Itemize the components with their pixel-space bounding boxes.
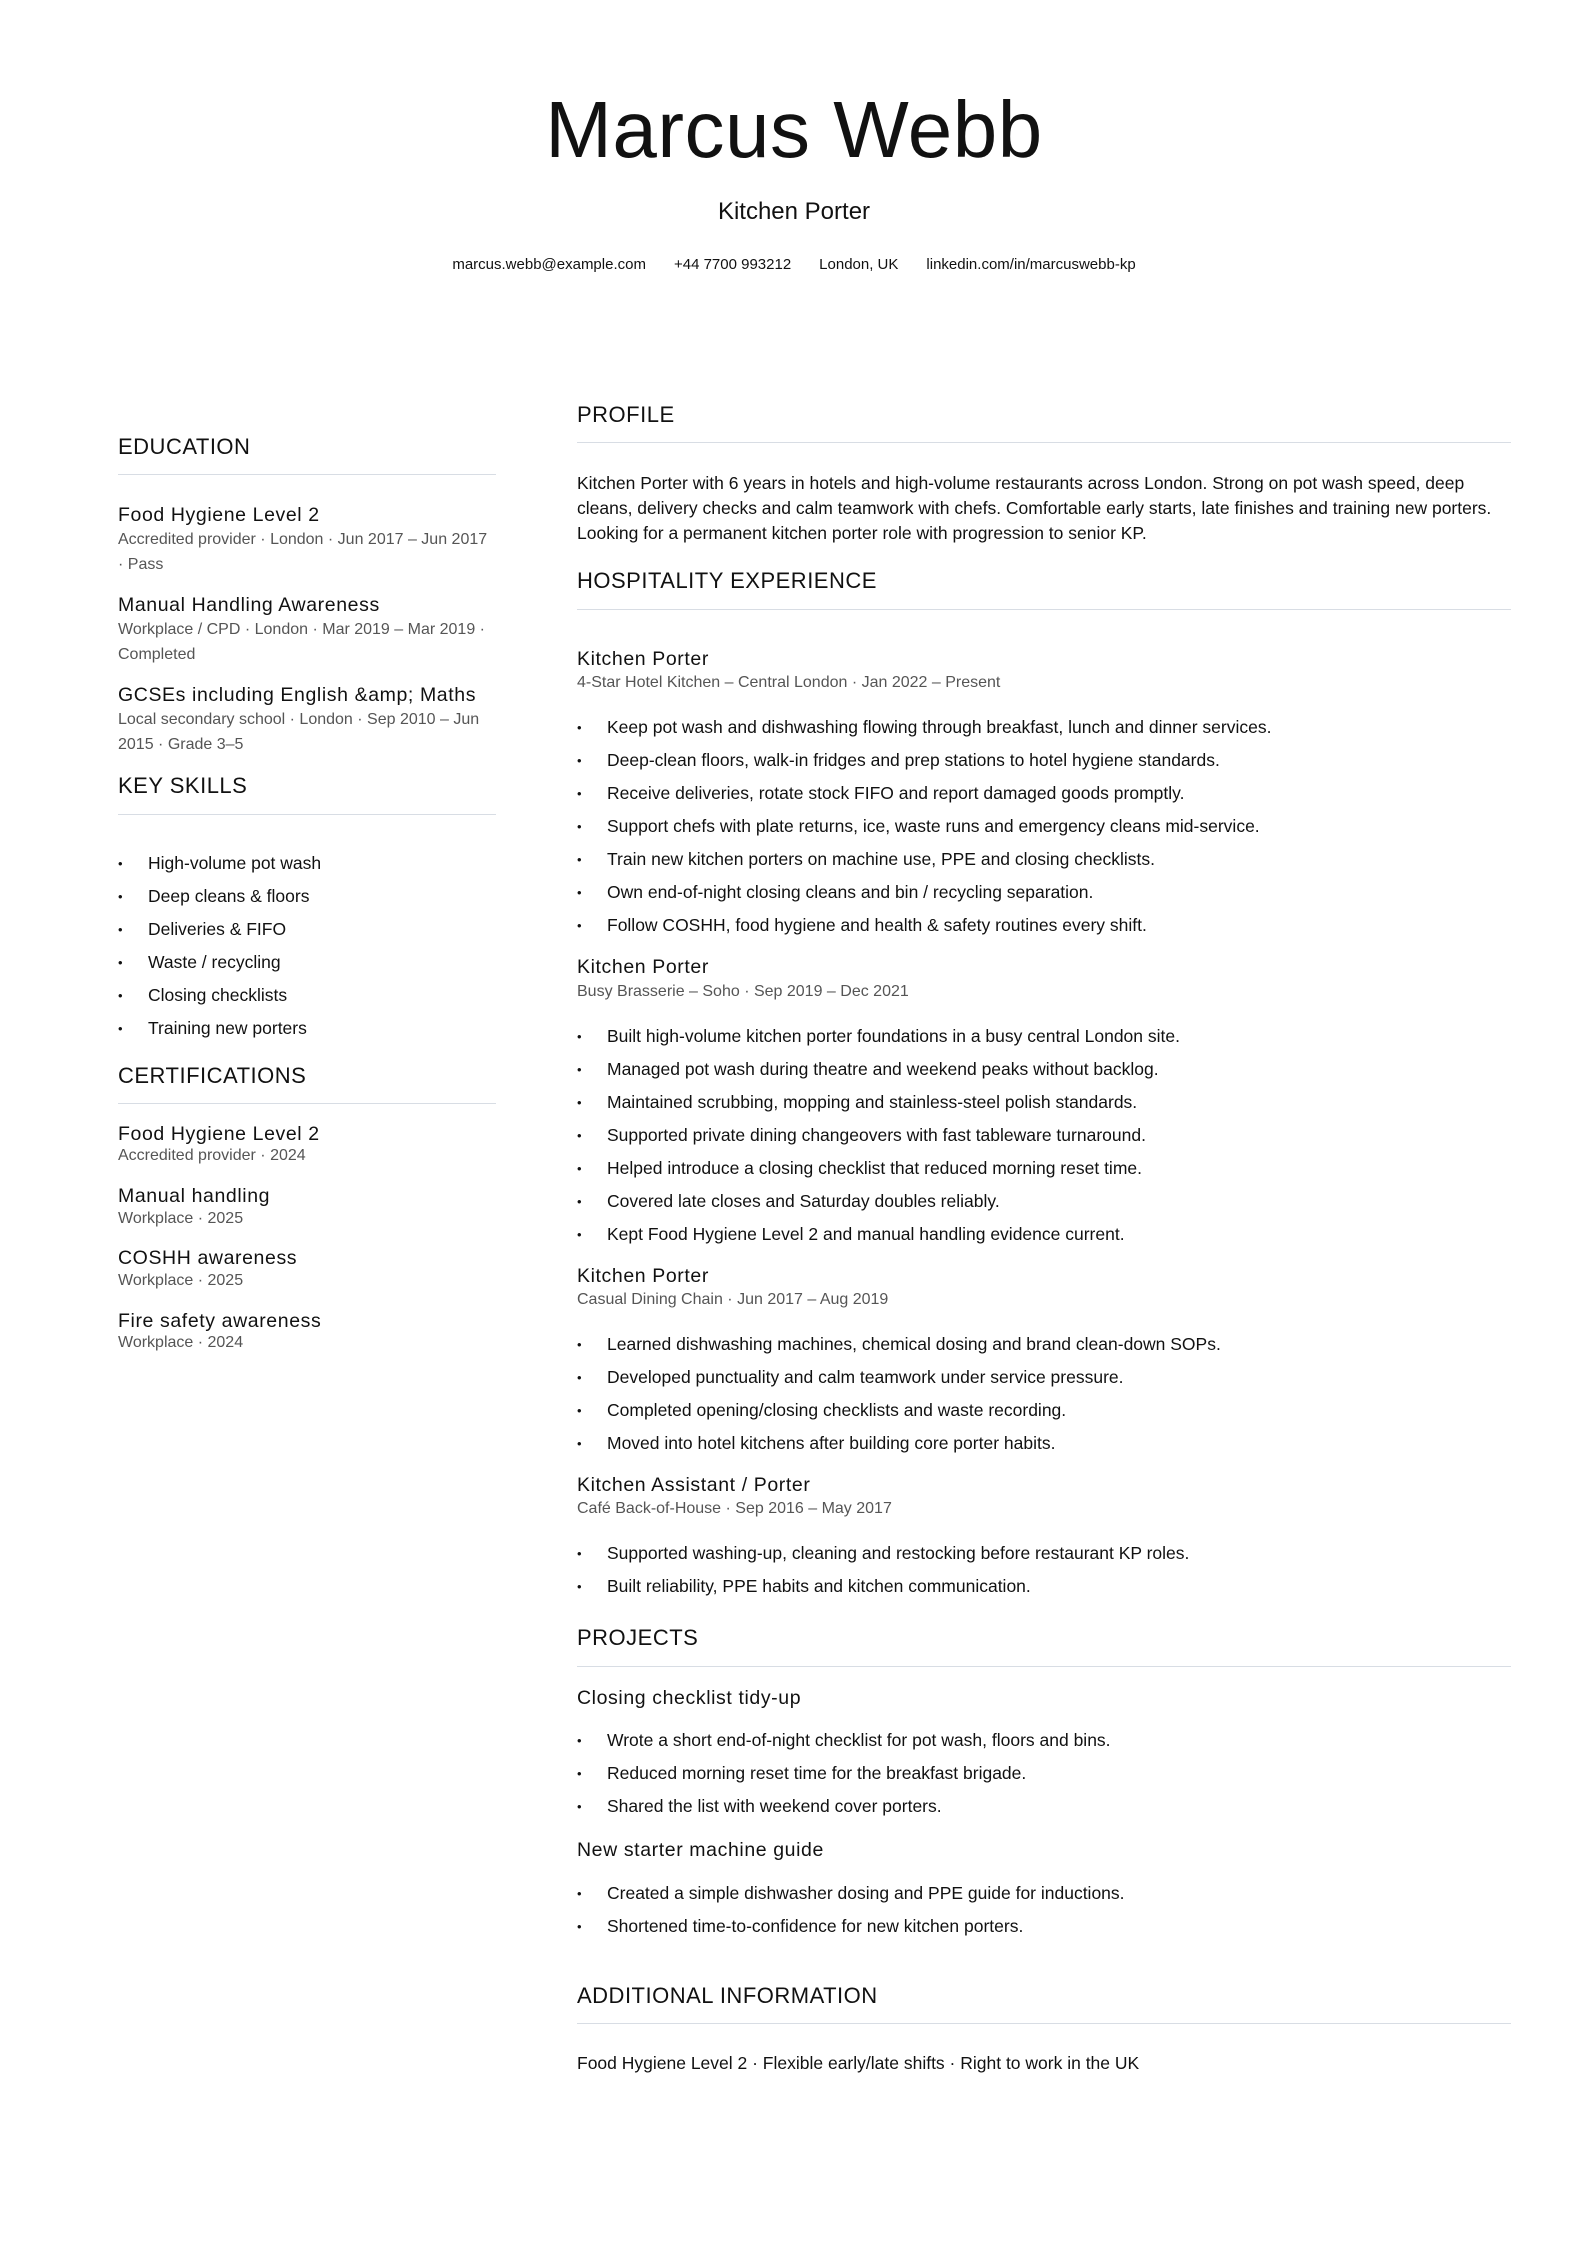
job-bullet: • Receive deliveries, rotate stock FIFO and report damaged goods promptly.	[577, 777, 1511, 810]
job-bullet: • Developed punctuality and calm teamwork under service pressure.	[577, 1361, 1511, 1394]
job-bullet: • Covered late closes and Saturday doubles reliably.	[577, 1185, 1511, 1218]
skill-item: • Training new porters	[118, 1012, 496, 1045]
certification-item	[118, 1184, 496, 1229]
job-meta: 4-Star Hotel Kitchen – Central London · Jan 2022 – Present	[577, 674, 1001, 692]
certification-meta: Accredited provider · 2024	[118, 1147, 306, 1165]
additional-section	[577, 1983, 1511, 2075]
additional-info-text: Food Hygiene Level 2 · Flexible early/late shifts · Right to work in the UK	[577, 2052, 1140, 2073]
certifications-section	[118, 1063, 496, 1354]
job-bullet: • Managed pot wash during theatre and weekend peaks without backlog.	[577, 1053, 1511, 1086]
section-title-education: EDUCATION	[118, 434, 496, 475]
job-entry	[577, 1265, 1511, 1460]
job-bullet: • Built high-volume kitchen porter foundations in a busy central London site.	[577, 1020, 1511, 1053]
certification-item	[118, 1309, 496, 1354]
certification-item	[118, 1246, 496, 1291]
profile-summary: Kitchen Porter with 6 years in hotels and high-volume restaurants across London. Strong on pot wash speed, deep cleans, delivery checks and calm teamwork with chefs. Comfortable early starts, late finishes and training new porters. Looking for a permanent kitchen porter role with progression to senior KP.	[577, 473, 1492, 544]
right-column	[577, 402, 1511, 2075]
project-entry	[577, 1687, 1511, 1823]
skill-item: • High-volume pot wash	[118, 847, 496, 880]
certification-item	[118, 1122, 496, 1167]
section-title-profile: PROFILE	[577, 402, 1511, 443]
project-bullet: • Shared the list with weekend cover porters.	[577, 1790, 1511, 1823]
certification-meta: Workplace · 2024	[118, 1333, 244, 1351]
left-column	[118, 434, 496, 1371]
section-title-skills: KEY SKILLS	[118, 773, 496, 814]
education-item	[118, 503, 496, 577]
job-bullet: • Own end-of-night closing cleans and bin / recycling separation.	[577, 876, 1511, 909]
section-title-experience: HOSPITALITY EXPERIENCE	[577, 568, 1511, 609]
project-bullet: • Wrote a short end-of-night checklist for pot wash, floors and bins.	[577, 1724, 1511, 1757]
certification-title: Food Hygiene Level 2	[118, 1123, 320, 1146]
contact-email: marcus.webb@example.com	[452, 256, 646, 273]
profile-section	[577, 402, 1511, 546]
job-bullet: • Deep-clean floors, walk-in fridges and prep stations to hotel hygiene standards.	[577, 744, 1511, 777]
job-title: Kitchen Porter	[577, 647, 709, 670]
job-bullet: • Support chefs with plate returns, ice, waste runs and emergency cleans mid-service.	[577, 810, 1511, 843]
certification-title: Manual handling	[118, 1185, 271, 1208]
job-entry	[577, 648, 1511, 942]
job-bullet: • Completed opening/closing checklists and waste recording.	[577, 1394, 1511, 1427]
job-bullet: • Learned dishwashing machines, chemical dosing and brand clean-down SOPs.	[577, 1328, 1511, 1361]
job-bullet: • Maintained scrubbing, mopping and stainless-steel polish standards.	[577, 1086, 1511, 1119]
job-meta: Casual Dining Chain · Jun 2017 – Aug 2019	[577, 1290, 889, 1308]
project-title: Closing checklist tidy-up	[577, 1686, 802, 1709]
project-bullet: • Reduced morning reset time for the breakfast brigade.	[577, 1757, 1511, 1790]
skill-item: • Waste / recycling	[118, 946, 496, 979]
job-bullet: • Supported private dining changeovers with fast tableware turnaround.	[577, 1119, 1511, 1152]
contact-line	[0, 256, 1588, 273]
job-title: Kitchen Porter	[577, 956, 709, 979]
section-title-certifications: CERTIFICATIONS	[118, 1063, 496, 1104]
certification-title: Fire safety awareness	[118, 1309, 322, 1332]
job-bullet: • Follow COSHH, food hygiene and health & safety routines every shift.	[577, 909, 1511, 942]
education-section	[118, 434, 496, 757]
job-meta: Busy Brasserie – Soho · Sep 2019 – Dec 2021	[577, 982, 909, 1000]
contact-location: London, UK	[819, 256, 899, 273]
job-bullet: • Train new kitchen porters on machine use, PPE and closing checklists.	[577, 843, 1511, 876]
skill-item: • Closing checklists	[118, 979, 496, 1012]
education-meta: Workplace / CPD · London · Mar 2019 – Mar 2019 · Completed	[118, 620, 485, 663]
job-title: Kitchen Assistant / Porter	[577, 1473, 811, 1496]
candidate-role: Kitchen Porter	[717, 198, 871, 225]
project-title: New starter machine guide	[577, 1839, 824, 1862]
job-bullet: • Built reliability, PPE habits and kitchen communication.	[577, 1570, 1511, 1603]
contact-linkedin: linkedin.com/in/marcuswebb-kp	[926, 256, 1136, 273]
education-title: Food Hygiene Level 2	[118, 504, 320, 527]
skills-section	[118, 773, 496, 1044]
project-bullet: • Shortened time-to-confidence for new kitchen porters.	[577, 1910, 1511, 1943]
contact-phone: +44 7700 993212	[673, 256, 792, 273]
education-meta: Accredited provider · London · Jun 2017 – Jun 2017 · Pass	[118, 530, 488, 573]
certification-meta: Workplace · 2025	[118, 1271, 244, 1289]
education-title: Manual Handling Awareness	[118, 594, 380, 617]
job-bullet: • Kept Food Hygiene Level 2 and manual handling evidence current.	[577, 1218, 1511, 1251]
job-entry	[577, 1474, 1511, 1603]
section-title-additional: ADDITIONAL INFORMATION	[577, 1983, 1511, 2024]
job-bullet: • Helped introduce a closing checklist that reduced morning reset time.	[577, 1152, 1511, 1185]
education-title: GCSEs including English &amp; Maths	[118, 684, 477, 707]
job-meta: Café Back-of-House · Sep 2016 – May 2017	[577, 1500, 892, 1518]
project-entry	[577, 1839, 1511, 1942]
experience-section	[577, 568, 1511, 1603]
project-bullet: • Created a simple dishwasher dosing and PPE guide for inductions.	[577, 1877, 1511, 1910]
skill-item: • Deep cleans & floors	[118, 880, 496, 913]
education-meta: Local secondary school · London · Sep 2010 – Jun 2015 · Grade 3–5	[118, 710, 480, 753]
skill-item: • Deliveries & FIFO	[118, 913, 496, 946]
job-bullet: • Supported washing-up, cleaning and restocking before restaurant KP roles.	[577, 1537, 1511, 1570]
job-bullet: • Keep pot wash and dishwashing flowing through breakfast, lunch and dinner services.	[577, 711, 1511, 744]
job-bullet: • Moved into hotel kitchens after building core porter habits.	[577, 1427, 1511, 1460]
job-entry	[577, 956, 1511, 1250]
projects-section	[577, 1625, 1511, 1942]
education-item	[118, 593, 496, 667]
job-title: Kitchen Porter	[577, 1264, 709, 1287]
education-item	[118, 683, 496, 757]
certification-meta: Workplace · 2025	[118, 1209, 244, 1227]
section-title-projects: PROJECTS	[577, 1625, 1511, 1666]
candidate-name: Marcus Webb	[545, 85, 1043, 174]
certification-title: COSHH awareness	[118, 1247, 298, 1270]
